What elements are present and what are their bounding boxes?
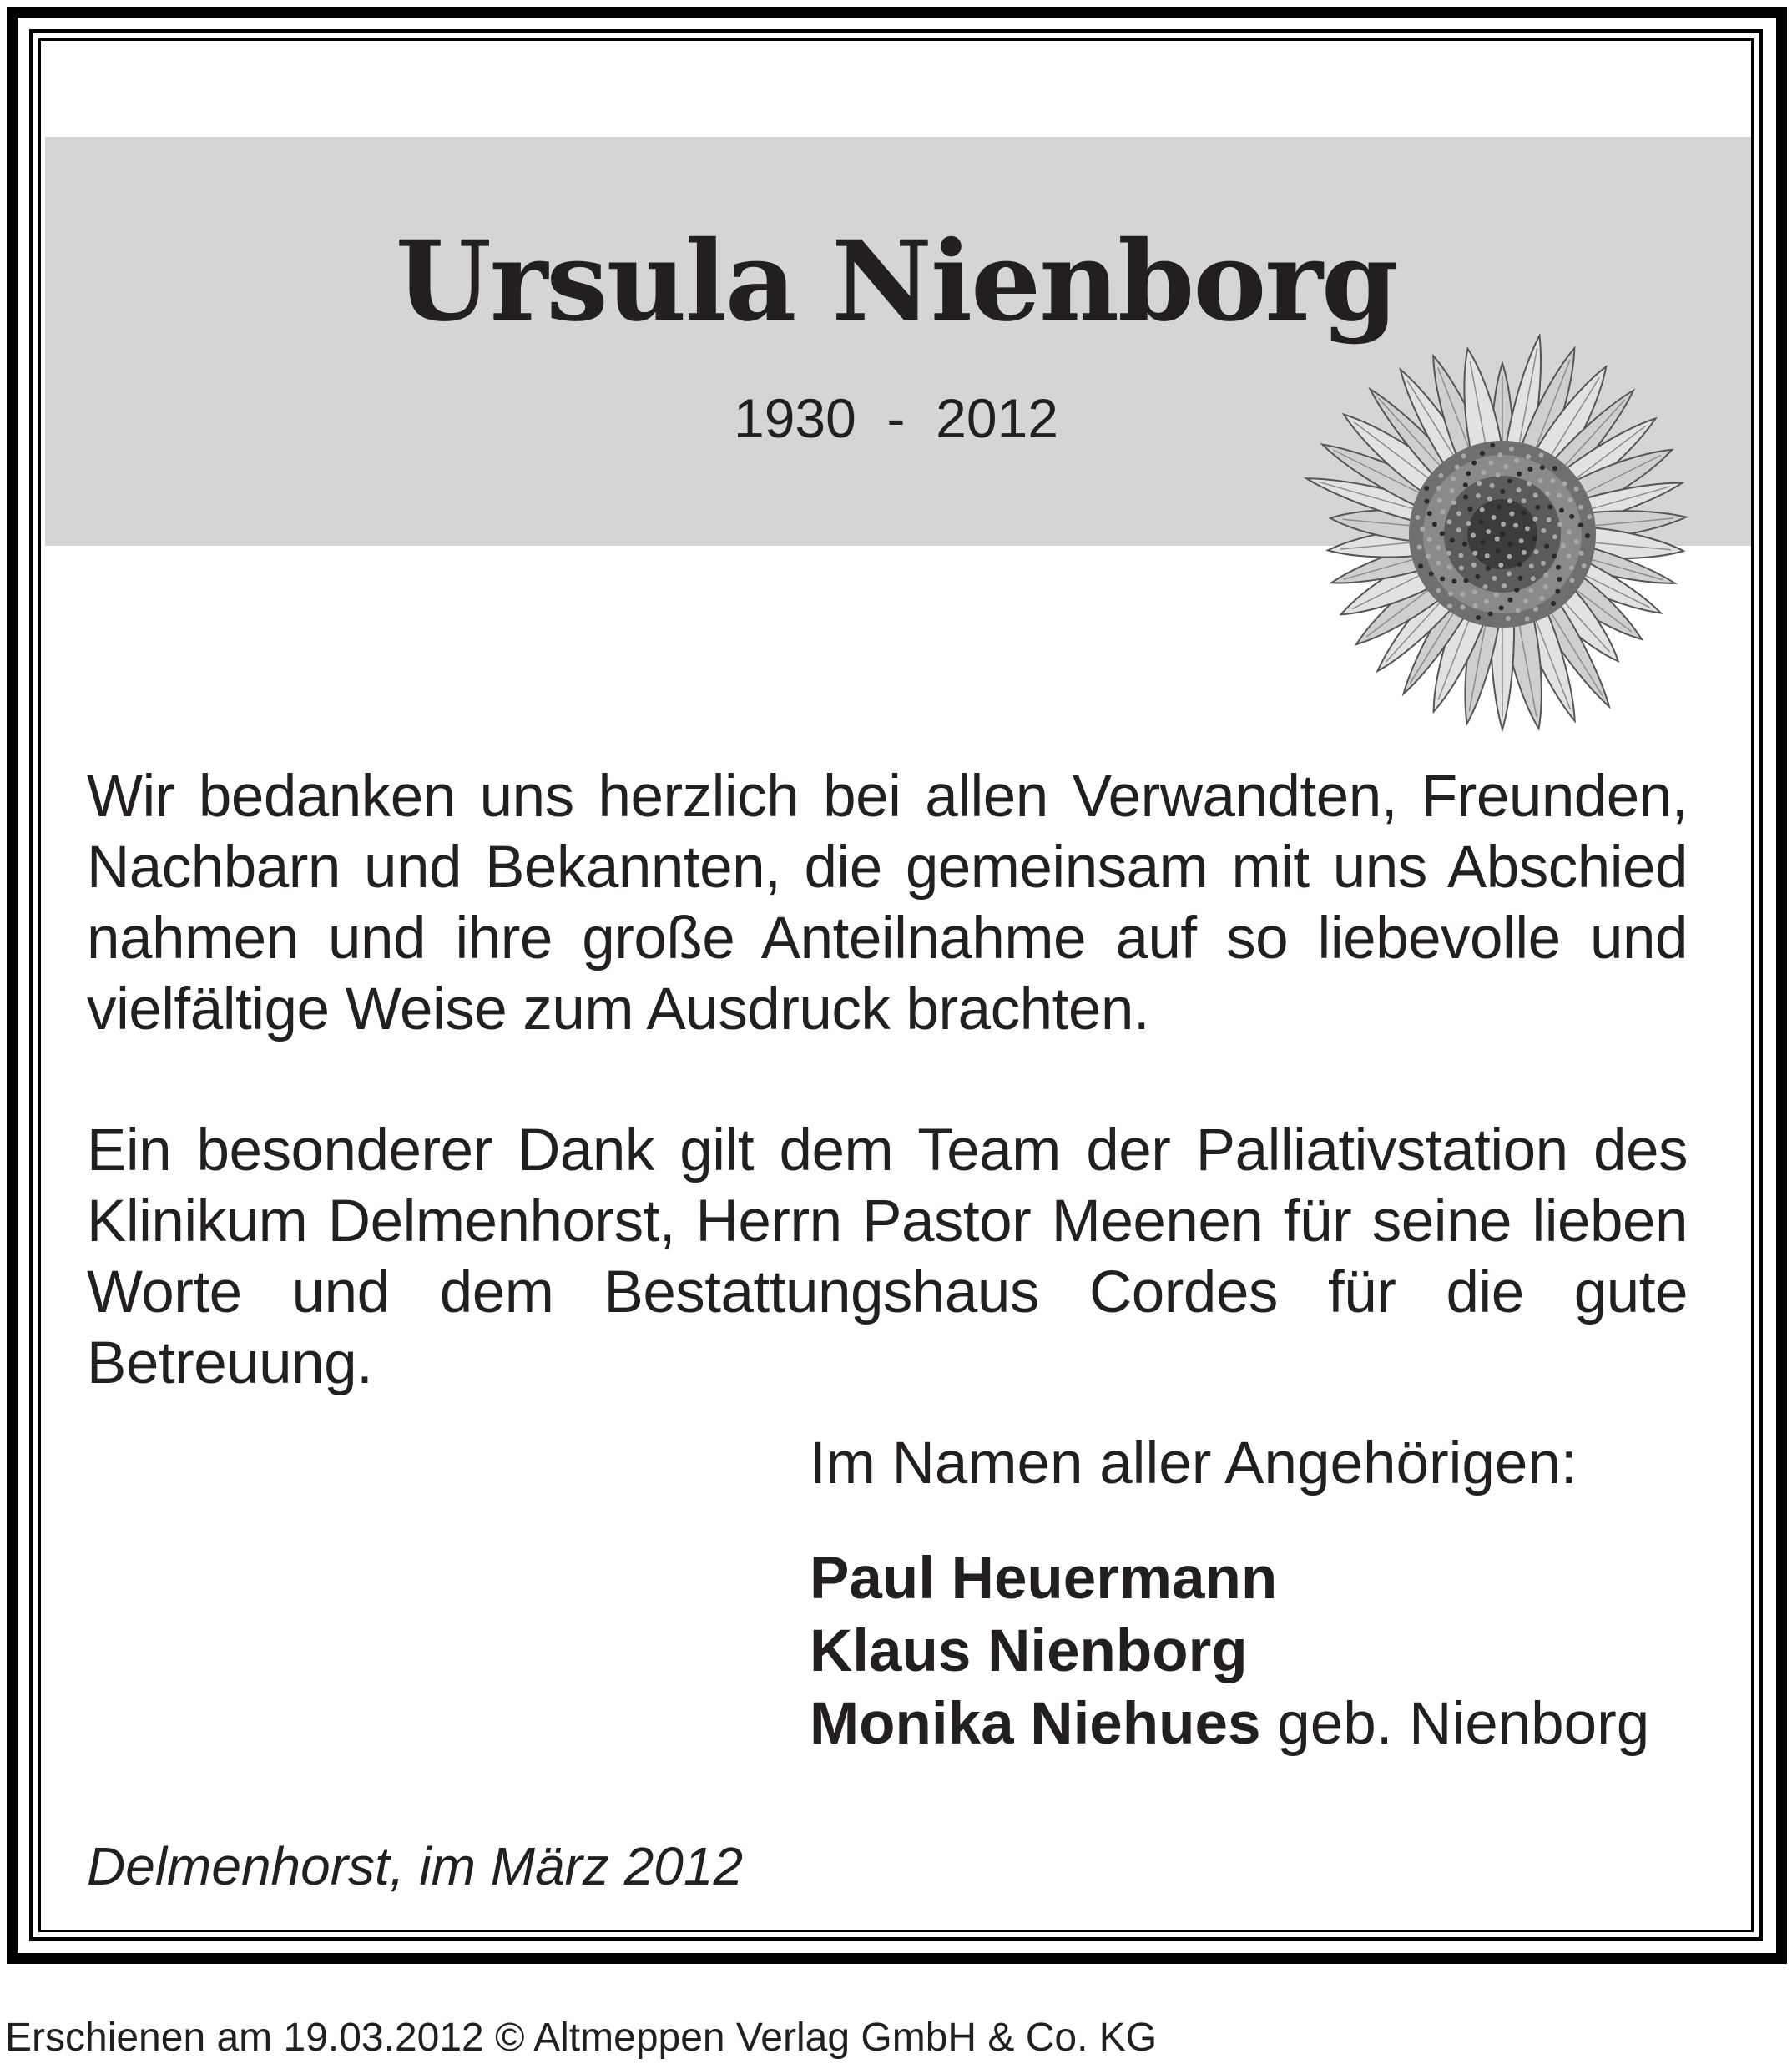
special-thanks-paragraph: Ein besonderer Dank gilt dem Team der Palliativstation des Klinikum Delmenhorst, Herrn Pastor Meenen für seine lieben Worte und dem Bestattungshaus Cordes für die gute Betreuung.	[87, 1118, 1688, 1396]
signatory: Klaus Nienborg	[810, 1618, 1248, 1684]
place-date: Delmenhorst, im März 2012	[87, 1836, 744, 1896]
thanks-paragraph: Wir bedanken uns herzlich bei allen Verwandten, Freunden, Nachbarn und Bekannten, die gemeinsam mit uns Abschied nahmen und ihre große Anteilnahme auf so liebevolle und vielfältige Weise zum Ausdruck brachten.	[87, 764, 1688, 1042]
life-years: 1930 - 2012	[734, 387, 1058, 449]
publication-footer: Erschienen am 19.03.2012 © Altmeppen Verlag GmbH & Co. KG	[5, 2016, 1158, 2060]
sunflower-image	[1285, 334, 1703, 751]
signatories-list	[810, 1542, 1649, 1760]
deceased-name: Ursula Nienborg	[395, 217, 1397, 346]
signatory: Paul Heuermann	[810, 1546, 1278, 1612]
signatory: Monika Niehues geb. Nienborg	[810, 1691, 1650, 1757]
signoff-line: Im Namen aller Angehörigen:	[810, 1431, 1577, 1496]
